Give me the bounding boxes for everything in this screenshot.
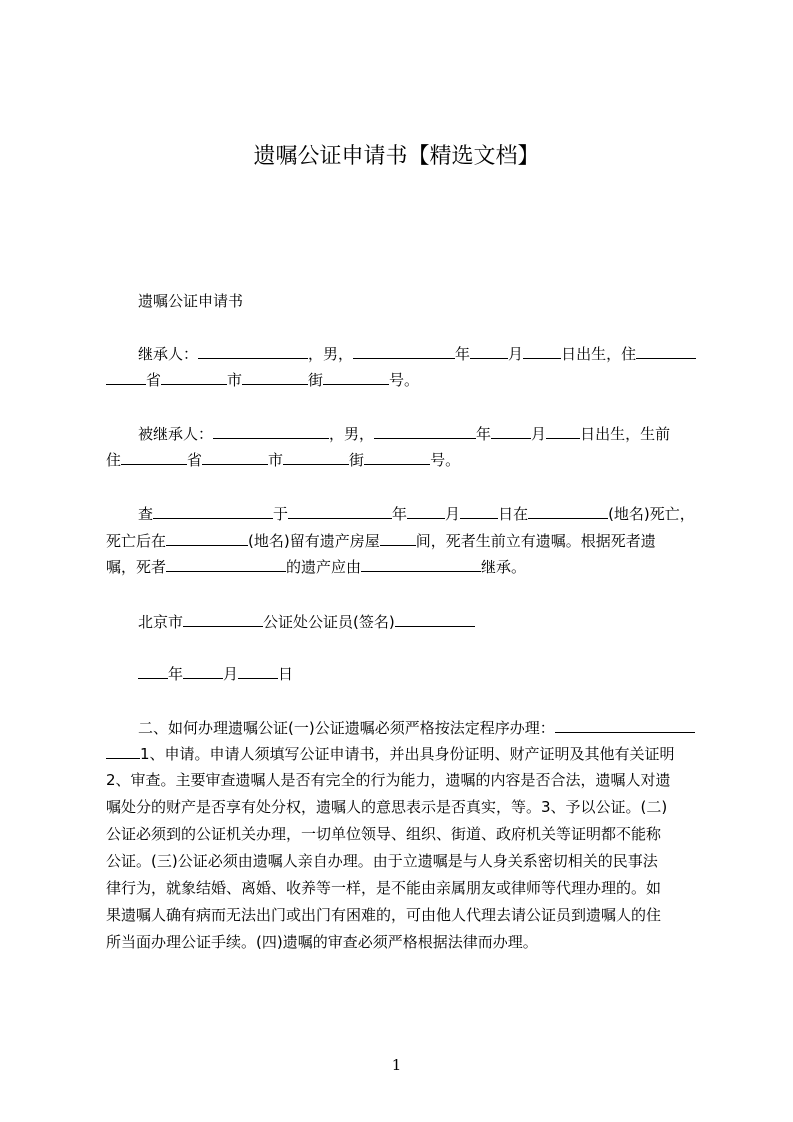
date-line: 年 月 日	[138, 661, 293, 687]
section2-line-4: 嘱处分的财产是否享有处分权，遗嘱人的意思表示是否真实，等。3、予以公证。(二)	[106, 798, 668, 816]
heir-line-1: 继承人： ，男， 年 月 日出生，住	[138, 341, 700, 367]
heir-name-blank	[198, 343, 308, 359]
notary-line: 北京市 公证处公证员(签名)	[138, 609, 475, 635]
decedent-label: 被继承人：	[138, 425, 214, 443]
heir-label: 继承人：	[138, 345, 199, 363]
heir-year-blank	[353, 343, 455, 359]
finding-line-3: 嘱，死者 的遗产应由 继承。	[106, 558, 527, 576]
finding-line-2: 死亡后在 (地名)留有遗产房屋 间，死者生前立有遗嘱。根据死者遗	[106, 532, 656, 550]
section2-line-8: 果遗嘱人确有病而无法出门或出门有困难的，可由他人代理去请公证员到遗嘱人的住	[106, 906, 662, 924]
document-title: 遗嘱公证申请书【精选文档】	[253, 144, 540, 169]
document-heading: 遗嘱公证申请书	[138, 292, 244, 310]
section2-line-2: 1、申请。申请人须填写公证申请书，并出具身份证明、财产证明及其他有关证明	[106, 741, 700, 767]
section2-line-1: 二、如何办理遗嘱公证(一)公证遗嘱必须严格按法定程序办理：	[138, 715, 700, 741]
page-number: 1	[391, 1056, 402, 1074]
section2-line-7: 律行为，就象结婚、离婚、收养等一样，是不能由亲属朋友或律师等代理办理的。如	[106, 879, 662, 897]
section2-line-5: 公证必须到的公证机关办理，一切单位领导、组织、街道、政府机关等证明都不能称	[106, 825, 662, 843]
section2-line-6: 公证。(三)公证必须由遗嘱人亲自办理。由于立遗嘱是与人身关系密切相关的民事法	[106, 852, 658, 870]
section2-line-9: 所当面办理公证手续。(四)遗嘱的审查必须严格根据法律而办理。	[106, 933, 538, 951]
decedent-line-1: 被继承人： ，男， 年 月 日出生，生前	[138, 425, 671, 443]
decedent-line-2: 住 省 市 街 号。	[106, 451, 461, 469]
heir-line-2: 省 市 街 号。	[106, 367, 419, 393]
section2-line-3: 2、审查。主要审查遗嘱人是否有完全的行为能力，遗嘱的内容是否合法，遗嘱人对遗	[106, 771, 671, 789]
finding-line-1: 查 于 年 月 日在 (地名)死亡，	[138, 505, 695, 523]
